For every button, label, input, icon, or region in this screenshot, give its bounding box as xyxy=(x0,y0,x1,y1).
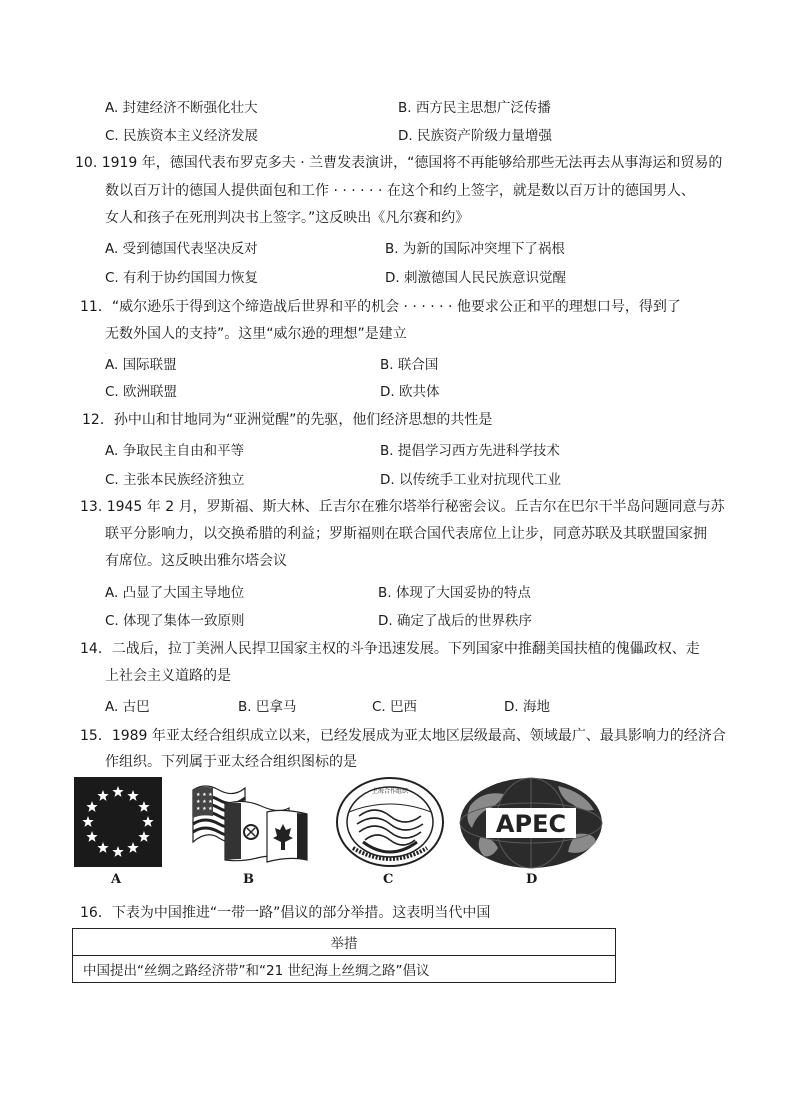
nafta-flags-image[interactable] xyxy=(185,778,310,868)
q12-option-d: D. 以传统手工业对抗现代工业 xyxy=(380,472,561,488)
svg-text:★ ★ ★: ★ ★ ★ xyxy=(196,806,213,812)
q14-line-1: 14．二战后，拉丁美洲人民捍卫国家主权的斗争迅速发展。下列国家中推翻美国扶植的傀儡政权、走 xyxy=(80,641,700,657)
q10-line-2: 数以百万计的德国人提供面包和工作 · · · · · · 在这个和约上签字，就是数以百万计的德国男人、 xyxy=(105,183,695,199)
q13-option-a: A. 凸显了大国主导地位 xyxy=(105,585,245,601)
apec-logo-image[interactable] xyxy=(458,776,604,870)
image-label-a: A xyxy=(111,872,122,887)
q13-line-2: 联平分影响力，以交换希腊的利益；罗斯福则在联合国代表席位上让步，同意苏联及其联盟国家拥 xyxy=(105,526,707,542)
q10-line-3: 女人和孩子在死刑判决书上签字。”这反映出《凡尔赛和约》 xyxy=(105,210,470,226)
q10-option-c: C. 有利于协约国国力恢复 xyxy=(105,270,259,286)
q15-line-2: 作组织。下列属于亚太经合组织图标的是 xyxy=(105,754,357,770)
image-label-d: D xyxy=(526,872,538,887)
q9-option-c: C. 民族资本主义经济发展 xyxy=(105,128,259,144)
svg-text:★ ★ ★: ★ ★ ★ xyxy=(196,792,213,798)
q15-line-1: 15．1989 年亚太经合组织成立以来，已经发展成为亚太地区层级最高、领域最广、最具影响力的经济合 xyxy=(80,728,726,744)
eu-flag-image[interactable] xyxy=(74,777,162,867)
q10-option-b: B. 为新的国际冲突埋下了祸根 xyxy=(385,241,565,257)
q11-option-c: C. 欧洲联盟 xyxy=(105,384,178,400)
measures-table-row: 中国提出“丝绸之路经济带”和“21 世纪海上丝绸之路”倡议 xyxy=(73,956,616,983)
q14-option-b: B. 巴拿马 xyxy=(238,699,297,715)
q13-line-1: 13. 1945 年 2 月，罗斯福、斯大林、丘吉尔在雅尔塔举行秘密会议。丘吉尔在巴尔干半岛问题同意与苏 xyxy=(80,499,725,515)
q14-option-c: C. 巴西 xyxy=(372,699,418,715)
q9-option-d: D. 民族资产阶级力量增强 xyxy=(398,128,552,144)
q10-option-d: D. 刺激德国人民民族意识觉醒 xyxy=(385,270,566,286)
q16-line-1: 16．下表为中国推进“一带一路”倡议的部分举措。这表明当代中国 xyxy=(80,905,491,921)
q11-option-b: B. 联合国 xyxy=(380,357,439,373)
q11-line-2: 无数外国人的支持”。这里“威尔逊的理想”是建立 xyxy=(105,326,407,342)
q12-option-c: C. 主张本民族经济独立 xyxy=(105,472,245,488)
measures-table-header: 举措 xyxy=(73,929,616,956)
q14-line-2: 上社会主义道路的是 xyxy=(105,668,231,684)
q13-option-b: B. 体现了大国妥协的特点 xyxy=(378,585,531,601)
q13-option-d: D. 确定了战后的世界秩序 xyxy=(378,613,532,629)
sco-logo-image[interactable] xyxy=(335,776,445,868)
svg-text:★ ★ ★: ★ ★ ★ xyxy=(196,799,213,805)
q11-line-1: 11．“威尔逊乐于得到这个缔造战后世界和平的机会 · · · · · · 他要求公正和平的理想口号，得到了 xyxy=(80,299,681,315)
q10-option-a: A. 受到德国代表坚决反对 xyxy=(105,241,258,257)
q14-option-a: A. 古巴 xyxy=(105,699,150,715)
q9-option-b: B. 西方民主思想广泛传播 xyxy=(398,100,551,116)
q9-option-a: A. 封建经济不断强化壮大 xyxy=(105,100,258,116)
image-label-c: C xyxy=(383,872,394,887)
q10-line-1: 10. 1919 年，德国代表布罗克多夫 · 兰曹发表演讲，“德国将不再能够给那些无法再去从事海运和贸易的 xyxy=(75,155,723,171)
q13-option-c: C. 体现了集体一致原则 xyxy=(105,613,245,629)
q12-line-1: 12．孙中山和甘地同为“亚洲觉醒”的先驱，他们经济思想的共性是 xyxy=(82,412,493,428)
q14-option-d: D. 海地 xyxy=(504,699,550,715)
apec-logo-text: APEC xyxy=(495,810,567,838)
q11-option-a: A. 国际联盟 xyxy=(105,357,177,373)
q13-line-3: 有席位。这反映出雅尔塔会议 xyxy=(105,553,287,569)
q12-option-b: B. 提倡学习西方先进科学技术 xyxy=(380,443,560,459)
sco-logo-text: 上海合作组织 xyxy=(371,788,409,795)
measures-table xyxy=(72,928,616,983)
q12-option-a: A. 争取民主自由和平等 xyxy=(105,443,245,459)
q11-option-d: D. 欧共体 xyxy=(380,384,440,400)
image-label-b: B xyxy=(243,872,254,887)
